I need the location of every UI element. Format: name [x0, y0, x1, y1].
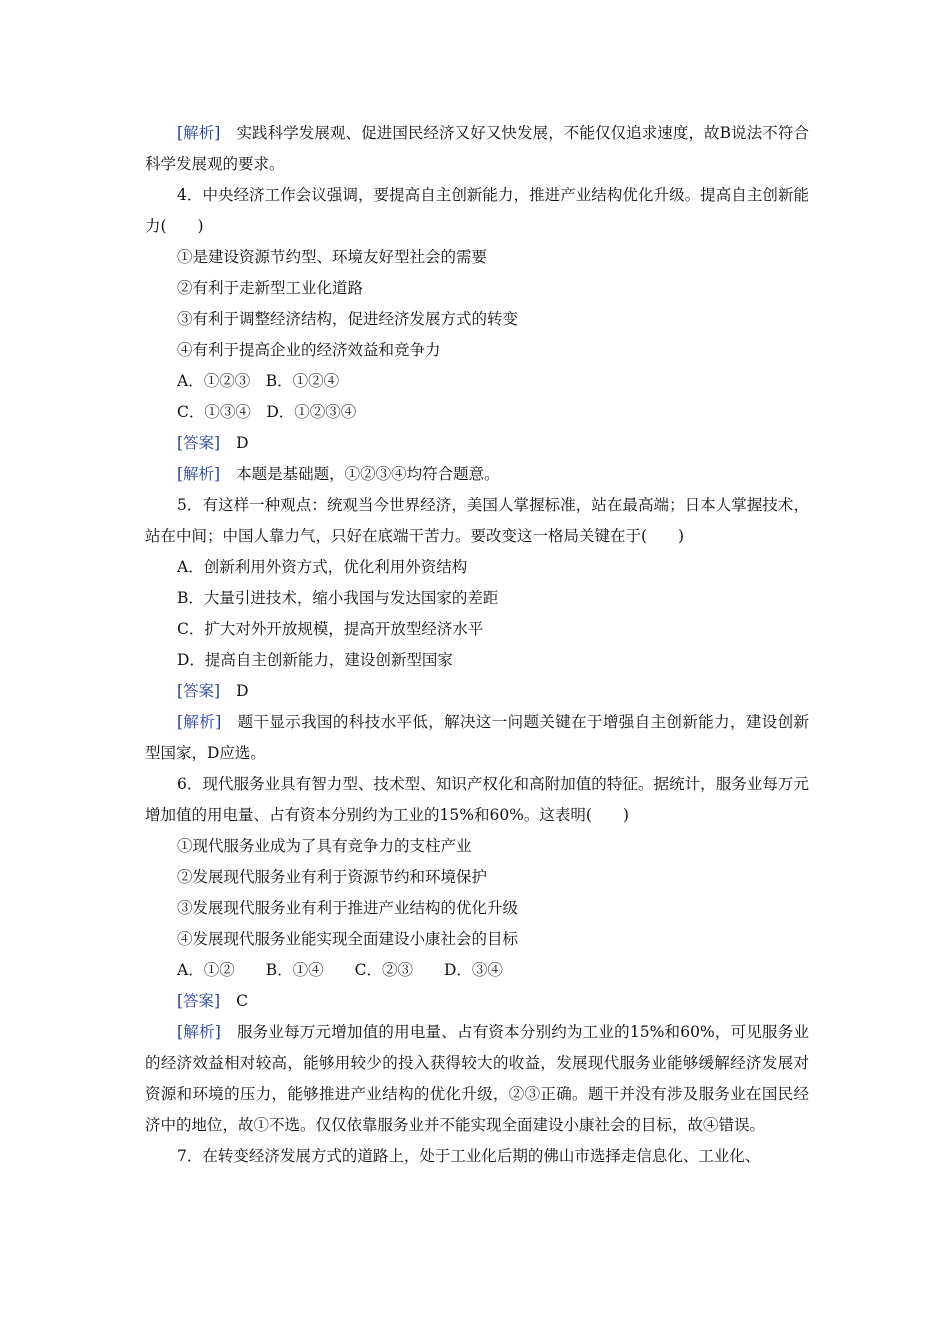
- q6-option-1: ①现代服务业成为了具有竞争力的支柱产业: [177, 837, 472, 855]
- analysis-label: [解析]: [177, 713, 222, 731]
- q3-analysis: [145, 118, 809, 180]
- q6-option-3: ③发展现代服务业有利于推进产业结构的优化升级: [177, 899, 519, 917]
- q6-answer: [145, 986, 809, 1017]
- analysis-label: [解析]: [177, 1023, 221, 1041]
- q5-option-b: B．大量引进技术，缩小我国与发达国家的差距: [177, 589, 499, 607]
- answer-value: D: [236, 682, 249, 700]
- answer-value: C: [236, 992, 248, 1010]
- q5-option-a: A．创新利用外资方式，优化利用外资结构: [177, 558, 468, 576]
- q4-option-2: ②有利于走新型工业化道路: [177, 279, 364, 297]
- document-body: [145, 118, 809, 1172]
- q6-analysis: [145, 1017, 809, 1141]
- q4-stem: 4．中央经济工作会议强调，要提高自主创新能力，推进产业结构优化升级。提高自主创新能力( ): [145, 186, 809, 235]
- q4-choices-cd: C．①③④ D．①②③④: [177, 403, 357, 421]
- answer-value: D: [236, 434, 249, 452]
- answer-label: [答案]: [177, 682, 221, 700]
- q4-option-3: ③有利于调整经济结构，促进经济发展方式的转变: [177, 310, 519, 328]
- answer-label: [答案]: [177, 434, 221, 452]
- analysis-label: [解析]: [177, 465, 221, 483]
- q6-stem: 6．现代服务业具有智力型、技术型、知识产权化和高附加值的特征。据统计，服务业每万元增加值的用电量、占有资本分别约为工业的15%和60%。这表明( ): [145, 775, 809, 824]
- q7-stem: 7．在转变经济发展方式的道路上，处于工业化后期的佛山市选择走信息化、工业化、: [177, 1147, 761, 1165]
- q4-choices-ab: A．①②③ B．①②④: [177, 372, 340, 390]
- q4-answer: [145, 428, 809, 459]
- q4-analysis: [145, 459, 809, 490]
- answer-label: [答案]: [177, 992, 221, 1010]
- q6-choices: A．①② B．①④ C．②③ D．③④: [177, 961, 503, 979]
- q4-option-1: ①是建设资源节约型、环境友好型社会的需要: [177, 248, 488, 266]
- q5-option-d: D．提高自主创新能力，建设创新型国家: [177, 651, 453, 669]
- q5-option-c: C．扩大对外开放规模，提高开放型经济水平: [177, 620, 484, 638]
- q5-answer: [145, 676, 809, 707]
- analysis-text: 服务业每万元增加值的用电量、占有资本分别约为工业的15%和60%，可见服务业的经济效益相对较高，能够用较少的投入获得较大的收益，发展现代服务业能够缓解经济发展对资源和环境的压力，能够推进产业结构的优化升级，②③正确。题干并没有涉及服务业在国民经济中的地位，故①不选。仅仅依靠服务业并不能实现全面建设小康社会的目标，故④错误。: [145, 1023, 809, 1134]
- analysis-text: 实践科学发展观、促进国民经济又好又快发展，不能仅仅追求速度，故B说法不符合科学发展观的要求。: [145, 124, 809, 173]
- analysis-text: 题干显示我国的科技水平低，解决这一问题关键在于增强自主创新能力，建设创新型国家，D应选。: [145, 713, 809, 762]
- analysis-label: [解析]: [177, 124, 221, 142]
- q6-option-2: ②发展现代服务业有利于资源节约和环境保护: [177, 868, 488, 886]
- q5-analysis: [145, 707, 809, 769]
- q4-option-4: ④有利于提高企业的经济效益和竞争力: [177, 341, 441, 359]
- q6-option-4: ④发展现代服务业能实现全面建设小康社会的目标: [177, 930, 519, 948]
- analysis-text: 本题是基础题，①②③④均符合题意。: [236, 465, 500, 483]
- q5-stem: 5．有这样一种观点：统观当今世界经济，美国人掌握标准，站在最高端；日本人掌握技术，站在中间；中国人靠力气，只好在底端干苦力。要改变这一格局关键在于( ): [145, 496, 809, 545]
